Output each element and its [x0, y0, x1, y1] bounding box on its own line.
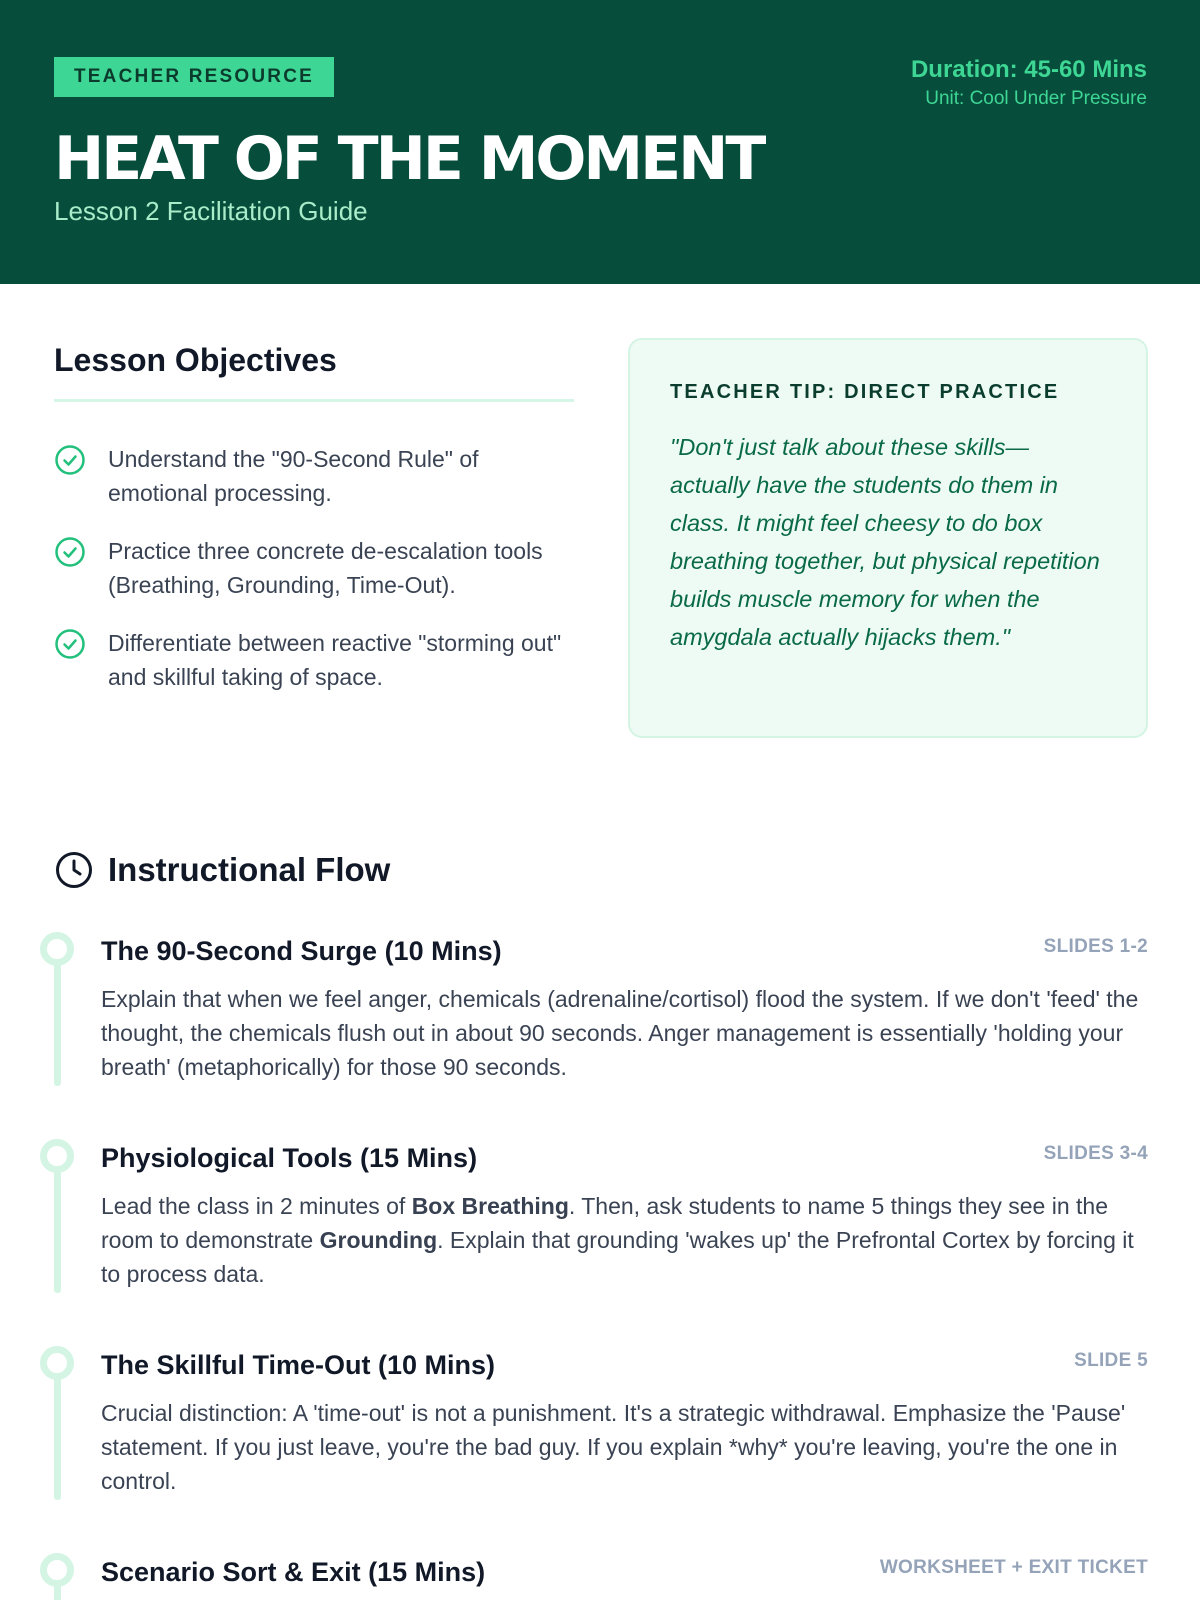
slides-tag: SLIDE 5	[1074, 1350, 1148, 1371]
step-title: The Skillful Time-Out (10 Mins)	[101, 1350, 496, 1380]
body-text: . Explain that grounding 'wakes up' the Prefrontal Cortex by forcing it to process data.	[101, 1227, 1134, 1287]
step-description	[101, 1396, 1151, 1498]
step-description	[101, 1189, 1151, 1291]
instructional-flow-header	[54, 848, 390, 892]
clock-icon	[54, 850, 94, 890]
timeline-node	[40, 1346, 74, 1380]
objective-text: Differentiate between reactive "storming out" and skillful taking of space.	[108, 630, 562, 690]
check-circle-icon	[54, 536, 86, 568]
step-title: Scenario Sort & Exit (15 Mins)	[101, 1557, 486, 1587]
timeline-node	[40, 1139, 74, 1173]
body-text: Lead the class in 2 minutes of	[101, 1193, 412, 1219]
resource-badge: TEACHER RESOURCE	[54, 57, 334, 97]
lesson-meta	[911, 54, 1147, 112]
body-text: Explain that when we feel anger, chemicals (adrenaline/cortisol) flood the system. If we don't 'feed' the thought, the chemicals flush out in about 90 seconds. Anger management is essentially 'holding your breath' (metaphorically) for those 90 seconds.	[101, 986, 1139, 1080]
objectives-section	[54, 338, 574, 718]
step-description	[101, 982, 1151, 1084]
page-title: HEAT OF THE MOMENT	[54, 124, 764, 194]
flow-step	[40, 1553, 1148, 1600]
flow-step	[40, 1346, 1148, 1500]
slides-tag: SLIDES 3-4	[1043, 1143, 1148, 1164]
timeline-node	[40, 1553, 74, 1587]
timeline-line	[54, 1376, 61, 1500]
tip-label: TEACHER TIP: DIRECT PRACTICE	[670, 381, 1060, 403]
worksheet-tag: WORKSHEET + EXIT TICKET	[879, 1557, 1148, 1578]
objective-text: Understand the "90-Second Rule" of emotional processing.	[108, 446, 479, 506]
body-text: . Then, ask students to name 5 things they see in the room to demonstrate	[101, 1193, 1109, 1253]
teacher-tip-card	[628, 338, 1148, 738]
page-header	[0, 0, 1200, 284]
check-circle-icon	[54, 444, 86, 476]
page-subtitle: Lesson 2 Facilitation Guide	[54, 196, 368, 226]
duration-label: Duration: 45-60 Mins	[910, 56, 1147, 83]
objective-item	[54, 442, 574, 510]
emphasis-text: Box Breathing	[411, 1193, 569, 1219]
flow-step	[40, 1139, 1148, 1293]
unit-label: Unit: Cool Under Pressure	[925, 88, 1147, 109]
body-text: Crucial distinction: A 'time-out' is not a punishment. It's a strategic withdrawal. Emphasize the 'Pause' statement. If you just leave, you're the bad guy. If you explain *why* you're leaving, you're the one in control.	[101, 1400, 1126, 1494]
objectives-heading: Lesson Objectives	[54, 342, 337, 378]
objectives-list	[54, 442, 574, 694]
objective-item	[54, 534, 574, 602]
timeline-node	[40, 932, 74, 966]
step-title: The 90-Second Surge (10 Mins)	[101, 936, 502, 966]
objectives-divider	[54, 399, 574, 402]
timeline-line	[54, 962, 61, 1086]
flow-step	[40, 932, 1148, 1086]
slides-tag: SLIDES 1-2	[1043, 936, 1148, 957]
instructional-flow-heading: Instructional Flow	[108, 851, 391, 888]
check-circle-icon	[54, 628, 86, 660]
objective-item	[54, 626, 574, 694]
step-title: Physiological Tools (15 Mins)	[101, 1143, 478, 1173]
tip-quote: "Don't just talk about these skills—actually have the students do them in class. It might feel cheesy to do box breathing together, but physical repetition builds muscle memory for when the amygdala actually hijacks them."	[670, 434, 1100, 650]
objective-text: Practice three concrete de-escalation tools (Breathing, Grounding, Time-Out).	[108, 538, 543, 598]
emphasis-text: Grounding	[319, 1227, 438, 1253]
timeline-line	[54, 1169, 61, 1293]
